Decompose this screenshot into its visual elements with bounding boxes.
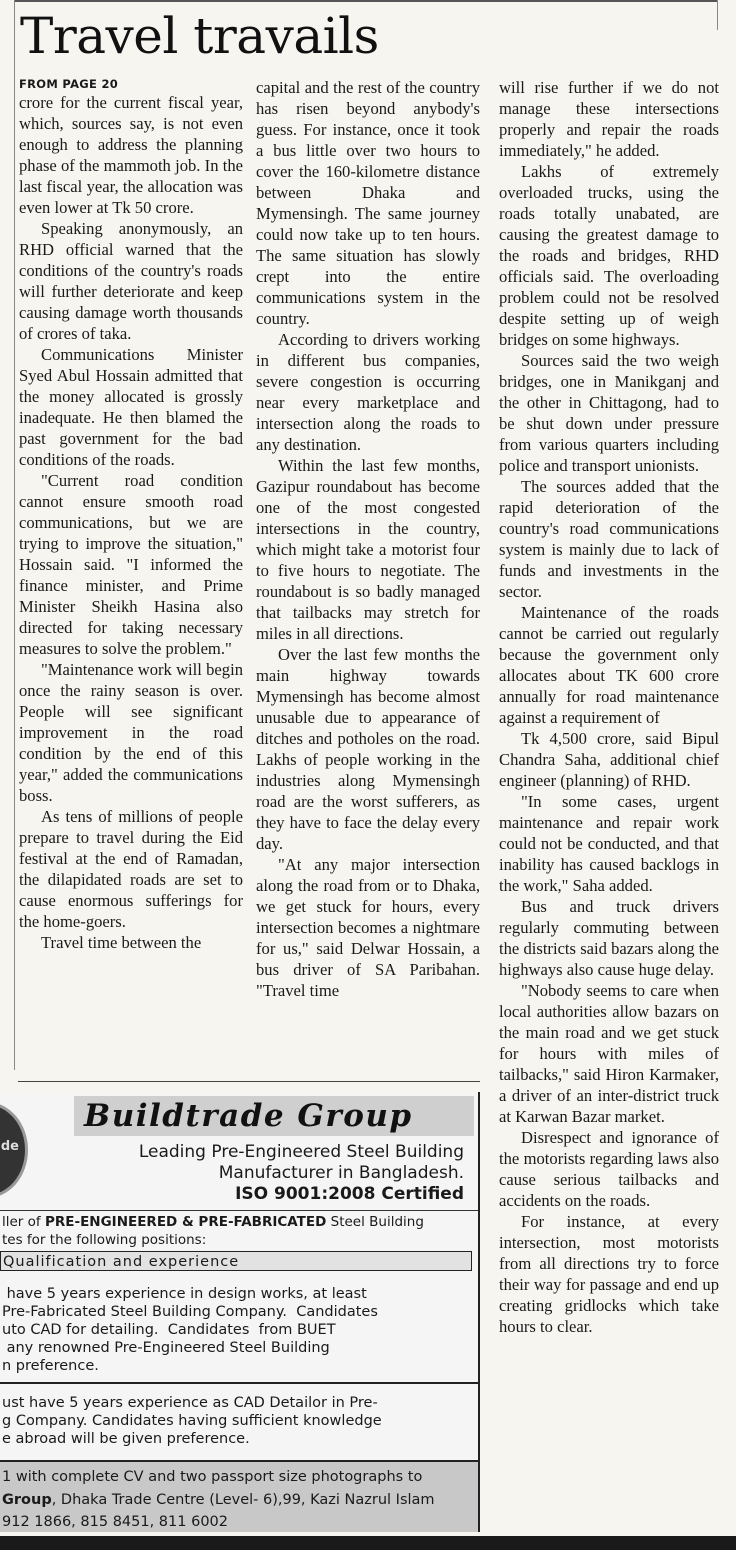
- ad-separator-rule: [18, 1081, 480, 1082]
- page-bottom-edge: [0, 1536, 736, 1550]
- paragraph: According to drivers working in different bus companies, severe congestion is occurring near every marketplace and intersection along the roads to any destination.: [256, 330, 480, 454]
- paragraph: crore for the current fiscal year, which, sources say, is not even enough to address the planning phase of the mammoth job. In the last fiscal year, the allocation was even lower at Tk 50 crore.: [19, 93, 243, 217]
- contact-phones: 912 1866, 815 8451, 811 6002: [2, 1514, 228, 1530]
- iso-certification: ISO 9001:2008 Certified: [235, 1184, 464, 1204]
- article-column-1: [19, 77, 243, 953]
- company-logo-icon: [0, 1102, 28, 1198]
- paragraph: Within the last few months, Gazipur roundabout has become one of the most congested intersections in the country, which might take a motorist four to five hours to negotiate. The roundabout is so badly managed that tailbacks may stretch for miles in all directions.: [256, 456, 480, 643]
- requirement-text: have 5 years experience in design works, at least Pre-Fabricated Steel Building Company. Candidates uto CAD for detailing. Candidates from BUET any renowned Pre-Engineered Steel Building n preference.: [2, 1286, 378, 1374]
- headline: Travel travails: [20, 7, 379, 65]
- contact-text: 1 with complete CV and two passport size photographs to: [2, 1469, 423, 1485]
- paragraph: Speaking anonymously, an RHD official warned that the conditions of the country's roads will further deteriorate and keep causing damage worth thousands of crores of taka.: [19, 219, 243, 343]
- intro-text: ller of: [2, 1214, 45, 1230]
- divider: [0, 1382, 478, 1384]
- qualification-header: Qualification and experience: [0, 1251, 472, 1271]
- tagline: Leading Pre-Engineered Steel Building: [138, 1142, 464, 1162]
- paragraph: Over the last few months the main highway towards Mymensingh has become almost unusable due to appearance of ditches and potholes on the road. Lakhs of people working in the industries along Mymensingh road are the worst sufferers, as they have to face the delay every day.: [256, 645, 480, 853]
- paragraph: Lakhs of extremely overloaded trucks, using the roads totally unabated, are causing the greatest damage to the roads and bridges, RHD officials said. The overloading problem could not be resolved despite setting up of weigh bridges on some highways.: [499, 162, 719, 349]
- brand-name: Buildtrade Group: [84, 1098, 413, 1134]
- tagline: Manufacturer in Bangladesh.: [218, 1163, 464, 1183]
- article-column-2: [256, 77, 480, 1001]
- paragraph: Disrespect and ignorance of the motorists regarding laws also cause serious tailbacks and accidents on the roads.: [499, 1128, 719, 1210]
- paragraph: "At any major intersection along the road from or to Dhaka, we get stuck for hours, every intersection becomes a nightmare for us," said Delwar Hossain, a bus driver of SA Paribahan. "Travel time: [256, 855, 480, 1000]
- paragraph: will rise further if we do not manage these intersections properly and repair the roads immediately," he added.: [499, 78, 719, 160]
- contact-text: , Dhaka Trade Centre (Level- 6),99, Kazi Nazrul Islam: [51, 1492, 435, 1508]
- paragraph: For instance, at every intersection, most motorists from all directions try to force their way for passage and end up creating gridlocks which take hours to clear.: [499, 1212, 719, 1336]
- paragraph: "In some cases, urgent maintenance and repair work could not be conducted, and that inability has caused backlogs in the work," Saha added.: [499, 792, 719, 895]
- paragraph: Tk 4,500 crore, said Bipul Chandra Saha, additional chief engineer (planning) of RHD.: [499, 729, 719, 790]
- paragraph: "Nobody seems to care when local authorities allow bazars on the main road and we get stuck for hours with miles of tailbacks," said Hiron Karmaker, a driver of an inter-district truck at Karwan Bazar market.: [499, 981, 719, 1126]
- intro-bold-text: PRE-ENGINEERED & PRE-FABRICATED: [44, 1214, 327, 1230]
- paragraph: capital and the rest of the country has risen beyond anybody's guess. For instance, once it took a bus little over two hours to cover the 160-kilometre distance between Dhaka and Mymensingh. The same journey could now take up to ten hours. The same situation has slowly crept into the entire communications system in the country.: [256, 78, 480, 328]
- top-rule: [14, 0, 718, 2]
- paragraph: Travel time between the: [41, 933, 202, 952]
- contact-address: [2, 1491, 435, 1509]
- paragraph: The sources added that the rapid deterioration of the country's road communications system is mainly due to lack of funds and investments in the sector.: [499, 477, 719, 601]
- divider: [0, 1210, 478, 1211]
- paragraph: Communications Minister Syed Abul Hossain admitted that the money allocated is grossly inadequate. He then blamed the past government for the bad conditions of the roads.: [19, 345, 243, 469]
- paragraph: Maintenance of the roads cannot be carried out regularly because the government only allocates about TK 600 crore annually for road maintenance against a requirement of: [499, 603, 719, 727]
- contact-bold-text: Group: [2, 1492, 52, 1508]
- column-rule-left: [14, 0, 15, 1070]
- column-rule-right: [717, 0, 718, 30]
- paragraph: "Maintenance work will begin once the rainy season is over. People will see significant improvement in the road condition by the end of this year," added the communications boss.: [19, 660, 243, 805]
- ad-contact-footer: [0, 1460, 478, 1532]
- paragraph: Bus and truck drivers regularly commuting between the districts said bazars along the highways also cause huge delay.: [499, 897, 719, 979]
- intro-text: tes for the following positions:: [2, 1232, 207, 1248]
- intro-text: Steel Building: [326, 1214, 424, 1230]
- paragraph: As tens of millions of people prepare to travel during the Eid festival at the end of Ramadan, the dilapidated roads are set to cause enormous sufferings for the home-goers.: [19, 807, 243, 931]
- ad-intro: [2, 1213, 424, 1249]
- paragraph: Sources said the two weigh bridges, one in Manikganj and the other in Chittagong, had to be shut down under pressure from various quarters including police and transport unionists.: [499, 351, 719, 475]
- article-column-3: [499, 77, 719, 1337]
- paragraph: "Current road condition cannot ensure smooth road communications, but we are trying to improve the situation," Hossain said. "I informed the finance minister, and Prime Minister Sheikh Hasina also directed for taking necessary measures to solve the problem.": [19, 471, 243, 658]
- jump-label: FROM PAGE 20: [19, 77, 119, 91]
- requirement-text: ust have 5 years experience as CAD Detailor in Pre- g Company. Candidates having sufficient knowledge e abroad will be given preference.: [2, 1395, 382, 1447]
- logo-text: de: [0, 1139, 19, 1154]
- job-advertisement: [0, 1092, 480, 1532]
